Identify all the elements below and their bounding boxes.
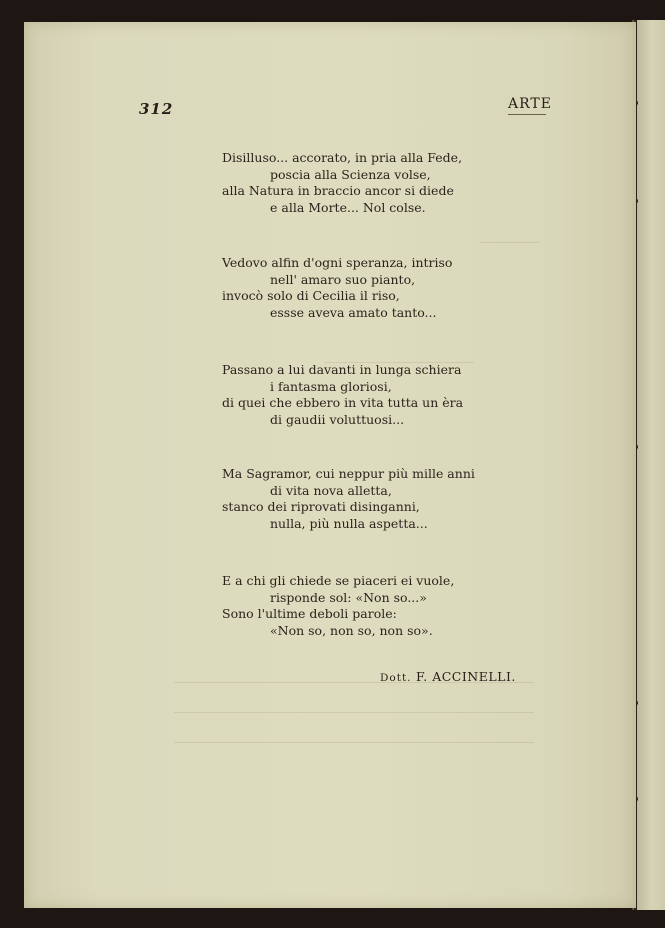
- poem-stanza: [222, 362, 463, 428]
- poem-line: risponde sol: «Non so...»: [270, 589, 427, 605]
- poem-line: Passano a lui davanti in lunga schiera: [222, 362, 462, 377]
- show-through-text: [174, 712, 534, 713]
- poem-line: invocò solo di Cecilia il riso,: [222, 288, 400, 303]
- poem-line: i fantasma gloriosi,: [270, 378, 392, 394]
- poem-line: E a chi gli chiede se piaceri ei vuole,: [222, 573, 455, 588]
- page-number: 312: [139, 100, 174, 118]
- author-signature: [380, 669, 516, 684]
- poem-line: Disilluso... accorato, in pria alla Fede,: [222, 150, 463, 165]
- poem-stanza: [222, 466, 475, 532]
- poem-line: Ma Sagramor, cui neppur più mille anni: [222, 466, 475, 481]
- poem-line: «Non so, non so, non so».: [270, 622, 433, 638]
- poem-line: nell' amaro suo pianto,: [270, 271, 416, 287]
- running-head: ARTE: [508, 96, 552, 112]
- poem-line: di gaudii voluttuosi...: [270, 411, 405, 427]
- poem-stanza: [222, 573, 454, 639]
- poem-line: alla Natura in braccio ancor si diede: [222, 183, 454, 198]
- poem-stanza: [222, 255, 452, 321]
- poem-line: Sono l'ultime deboli parole:: [222, 606, 397, 621]
- poem-stanza: [222, 150, 462, 216]
- signature-name: F. ACCINELLI.: [416, 669, 516, 684]
- poem-line: e alla Morte... Nol colse.: [270, 199, 426, 215]
- poem-line: di vita nova alletta,: [270, 482, 392, 498]
- signature-title: Dott.: [380, 672, 412, 684]
- poem-line: poscia alla Scienza volse,: [270, 166, 431, 182]
- poem-line: nulla, più nulla aspetta...: [270, 515, 428, 531]
- show-through-text: [479, 242, 539, 243]
- poem-line: Vedovo alfin d'ogni speranza, intriso: [222, 255, 453, 270]
- poem-line: stanco dei riprovati disinganni,: [222, 499, 420, 514]
- show-through-text: [174, 742, 534, 743]
- running-head-underline: [508, 114, 546, 115]
- poem-line: essse aveva amato tanto...: [270, 304, 437, 320]
- poem-line: di quei che ebbero in vita tutta un èra: [222, 395, 464, 410]
